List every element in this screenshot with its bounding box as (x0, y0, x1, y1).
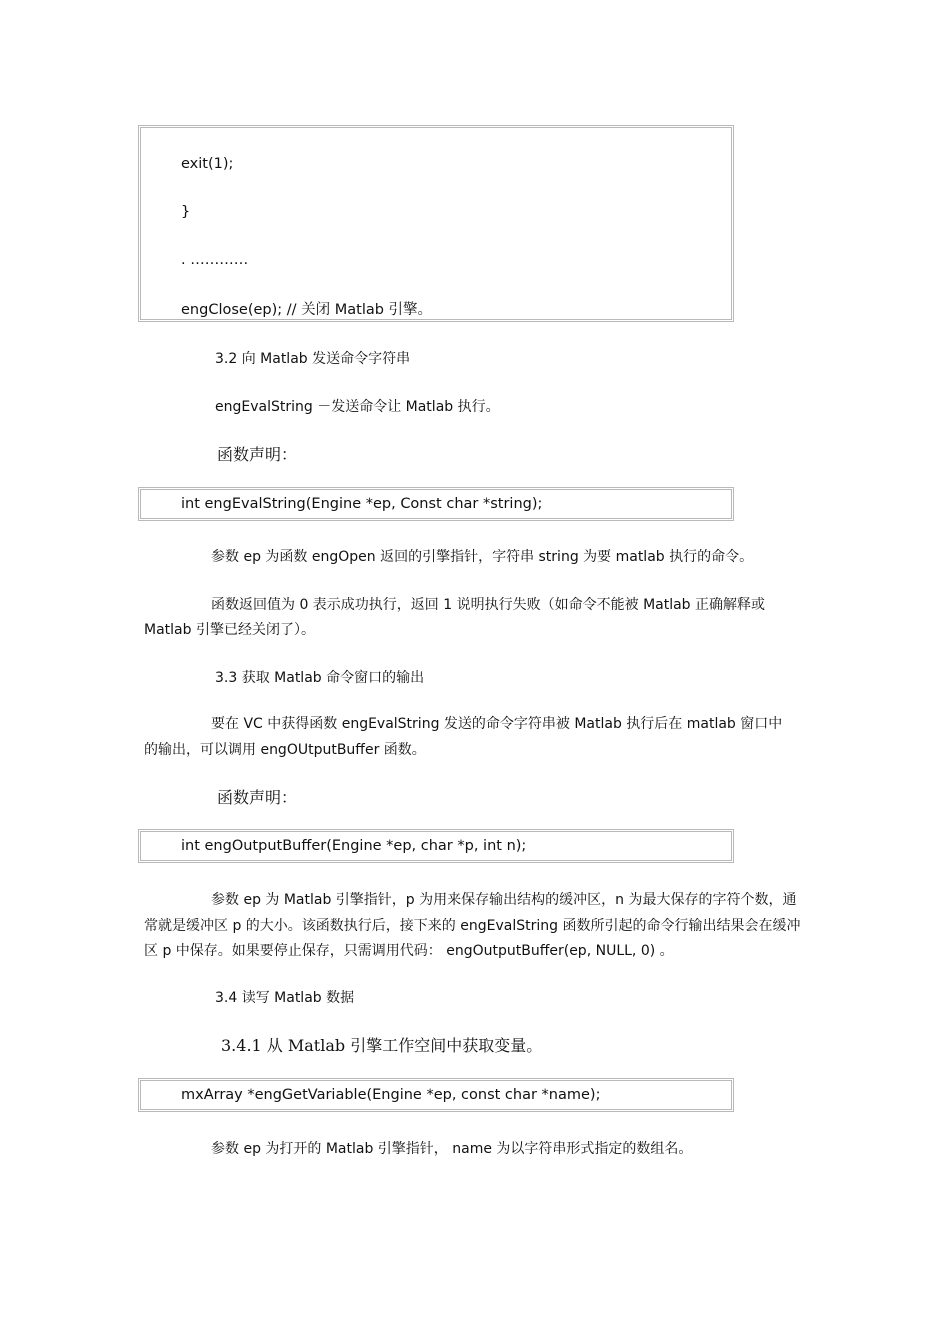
code-line-brace: } (181, 204, 191, 220)
engoutputbuffer-param-line-3: 区 p 中保存。如果要停止保存，只需调用代码： engOutputBuffer(ep, NULL, 0) 。 (144, 943, 674, 959)
engoutputbuffer-desc-line-2: 的输出，可以调用 engOUtputBuffer 函数。 (144, 742, 426, 758)
code-line-engclose: engClose(ep); // 关闭 Matlab 引擎。 (181, 302, 433, 318)
engevalstring-return-line-1: 函数返回值为 0 表示成功执行，返回 1 说明执行失败（如命令不能被 Matlab 正确解释或 (211, 597, 766, 613)
code-line-ellipsis: . ………… (181, 252, 249, 268)
engevalstring-description: engEvalString －发送命令让 Matlab 执行。 (215, 399, 500, 415)
engoutputbuffer-param-line-1: 参数 ep 为 Matlab 引擎指针，p 为用来保存输出结构的缓冲区，n 为最大保存的字符个数，通 (211, 892, 797, 908)
code-line-exit: exit(1); (181, 156, 234, 172)
engoutputbuffer-param-line-2: 常就是缓冲区 p 的大小。该函数执行后，接下来的 engEvalString 函数所引起的命令行输出结果会在缓冲 (144, 918, 801, 934)
code-block-enggetvariable (138, 1078, 734, 1112)
engevalstring-params: 参数 ep 为函数 engOpen 返回的引擎指针，字符串 string 为要 matlab 执行的命令。 (211, 549, 754, 565)
code-block-engoutputbuffer (138, 829, 734, 863)
code-engoutputbuffer: int engOutputBuffer(Engine *ep, char *p, int n); (181, 838, 527, 854)
section-heading-3-4: 3.4 读写 Matlab 数据 (215, 990, 355, 1006)
function-declaration-label: 函数声明： (217, 445, 298, 464)
function-declaration-label-2: 函数声明： (217, 788, 298, 807)
section-heading-3-3: 3.3 获取 Matlab 命令窗口的输出 (215, 670, 425, 686)
section-heading-3-2: 3.2 向 Matlab 发送命令字符串 (215, 351, 411, 367)
engoutputbuffer-desc-line-1: 要在 VC 中获得函数 engEvalString 发送的命令字符串被 Matlab 执行后在 matlab 窗口中 (211, 716, 783, 732)
code-block-engevalstring (138, 487, 734, 521)
section-heading-3-4-1: 3.4.1 从 Matlab 引擎工作空间中获取变量。 (221, 1036, 543, 1055)
code-engevalstring: int engEvalString(Engine *ep, Const char *string); (181, 496, 543, 512)
code-block-engclose (138, 125, 734, 322)
engevalstring-return-line-2: Matlab 引擎已经关闭了）。 (144, 622, 315, 638)
code-enggetvariable: mxArray *engGetVariable(Engine *ep, const char *name); (181, 1087, 601, 1103)
enggetvariable-params: 参数 ep 为打开的 Matlab 引擎指针， name 为以字符串形式指定的数组名。 (211, 1141, 693, 1157)
